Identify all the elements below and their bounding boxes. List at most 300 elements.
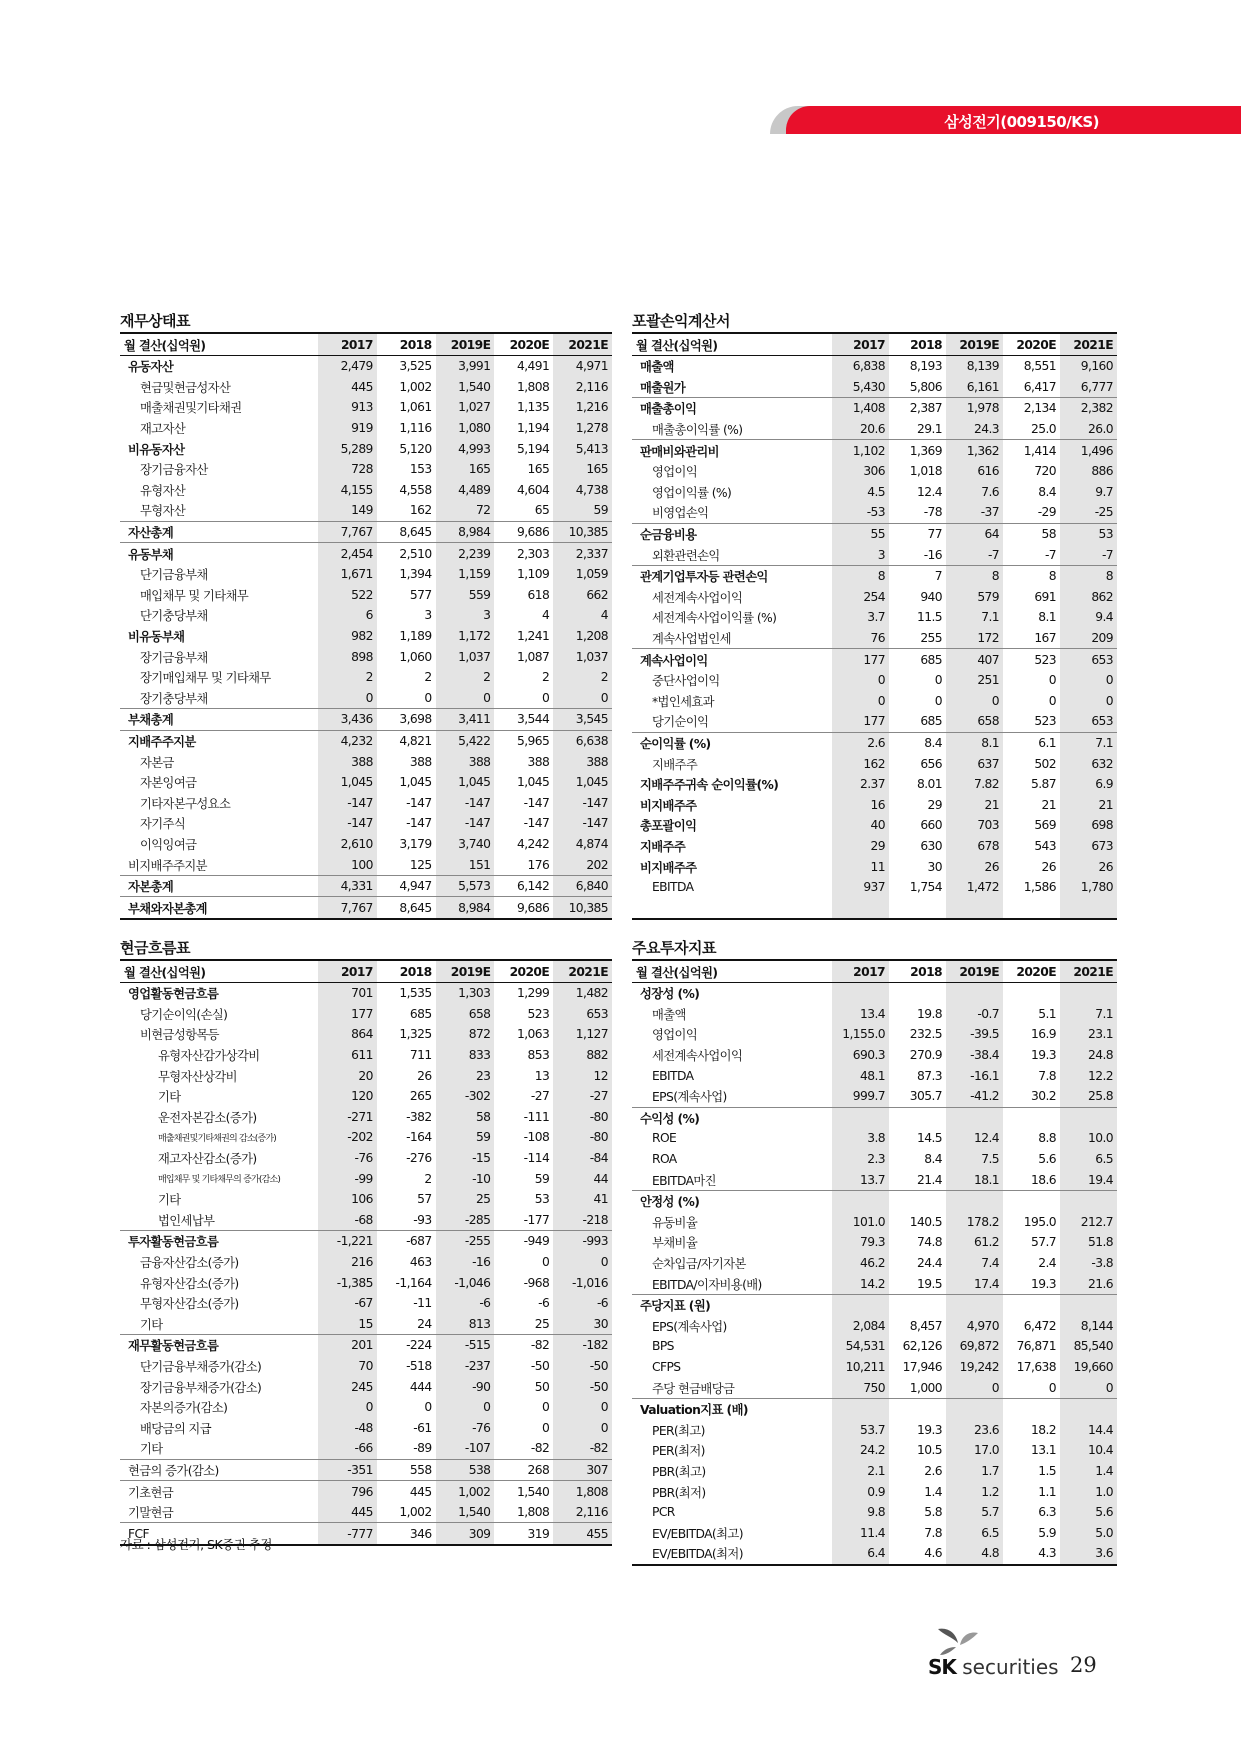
cell-value: -108 [523,1130,550,1145]
row-label: 지배주주귀속 순이익률(%) [640,778,779,793]
cell-value: 703 [946,815,1003,836]
row-label: PER(최저) [652,1444,705,1459]
table-row [632,774,1117,795]
column-header-label: 월 결산(십억원) [632,334,832,356]
cell-value: 17,946 [902,1359,942,1374]
cell-value: 0 [553,1252,612,1273]
cell-value: 685 [920,714,942,729]
income-statement-table [632,334,1117,920]
cell-value: 685 [409,1006,432,1021]
cell-value: 1,299 [516,986,550,1001]
table-row [120,1356,612,1377]
cell-value: 140.5 [909,1214,942,1229]
cell-value: 209 [1060,628,1117,649]
cell-value: -224 [377,1335,436,1356]
cell-value: 177 [832,649,889,670]
row-label: 유동자산 [128,360,174,375]
row-label: 주당 현금배당금 [652,1381,735,1396]
cell-value: 0 [1048,1380,1056,1395]
table-row [120,1024,612,1045]
cell-value: 5.7 [946,1502,1003,1523]
sk-securities-logo [928,1625,1058,1685]
cell-value: 25.8 [1060,1086,1117,1107]
cell-value: 720 [1034,464,1056,479]
cell-value: 9.4 [1060,607,1117,628]
table-row [120,1438,612,1459]
row-label: 자본잉여금 [140,776,197,791]
cell-value: 3,436 [318,709,377,731]
cell-value: 5,289 [318,438,377,459]
cell-value: 1,414 [1003,440,1060,461]
row-label: 무형자산감소(증가) [140,1297,239,1312]
cell-value: -6 [538,1296,550,1311]
cell-value: 1,045 [318,772,377,793]
cell-value: 64 [946,523,1003,544]
cell-value: 1,472 [946,877,1003,898]
table-row [120,1086,612,1107]
cell-value: -6 [436,1293,495,1314]
cell-value: 4,738 [553,480,612,501]
row-label: PER(최고) [652,1423,705,1438]
cell-value: 6.5 [1060,1149,1117,1170]
cell-value: 1,172 [436,626,495,647]
cell-value: -25 [1060,502,1117,523]
cell-value: 864 [318,1024,377,1045]
row-label: 영업이익 [652,465,698,480]
table-row [632,419,1117,440]
cell-value: 632 [1060,753,1117,774]
row-label: 비유동부채 [128,630,185,645]
cell-value: 445 [318,1502,377,1523]
row-label: 부채와자본총계 [120,897,318,919]
cell-value: 0 [1048,693,1056,708]
cell-value: 7.5 [946,1149,1003,1170]
cell-value [1060,983,1117,1004]
cell-value: 538 [436,1459,495,1481]
cell-value: 5,573 [436,875,495,897]
cell-value: -147 [523,816,550,831]
cell-value: -1,046 [436,1272,495,1293]
cell-value: 4.3 [1003,1543,1060,1565]
logo-securities: securities [962,1655,1059,1679]
cell-value: 8 [1003,565,1060,586]
cell-value: 1,037 [553,646,612,667]
cell-value: 12 [553,1065,612,1086]
table-row [632,482,1117,503]
cell-value: -99 [318,1168,377,1189]
row-label: 안정성 (%) [632,1190,832,1211]
cell-value: 523 [1003,649,1060,670]
cell-value: 6.4 [832,1543,889,1565]
cell-value: 698 [1060,815,1117,836]
row-label: 현금의 증가(감소) [120,1459,318,1481]
cell-value: -82 [494,1335,553,1356]
cell-value: 162 [832,753,889,774]
cell-value: -1,385 [318,1272,377,1293]
table-row [120,1127,612,1148]
cell-value: 1,754 [909,880,942,895]
cell-value: 6,638 [553,730,612,751]
row-label: ROA [652,1152,677,1167]
row-label: 비지배주주 [640,798,697,813]
cell-value: 9.8 [832,1502,889,1523]
table-row [632,1522,1117,1543]
cell-value: -50 [530,1358,550,1373]
table-row [120,1045,612,1066]
key-indicators-section [632,937,1117,1566]
table-row [632,502,1117,523]
row-label: EV/EBITDA(최고) [652,1526,743,1541]
cell-value: 18.6 [1031,1172,1056,1187]
cell-value: 502 [1034,756,1056,771]
sk-butterfly-icon [934,1625,980,1659]
cell-value: 19.5 [917,1276,942,1291]
cell-value: 15 [318,1314,377,1335]
cell-value: 61.2 [946,1232,1003,1253]
cell-value: 195.0 [1023,1214,1056,1229]
cell-value: 165 [436,459,495,480]
cell-value: 14.5 [917,1131,942,1146]
row-label: 지배주주 [640,839,686,854]
cell-value: 6.1 [1003,732,1060,753]
row-label: 매출채권및기타채권의 감소(증가) [158,1133,277,1144]
cell-value: 0.9 [832,1481,889,1502]
cell-value [832,1107,889,1128]
row-label: 유동비율 [652,1215,698,1230]
cell-value: 0 [934,673,942,688]
row-label: 이익잉여금 [140,837,197,852]
row-label [632,897,832,919]
row-label: EBITDA마진 [652,1173,716,1188]
cell-value: -15 [436,1148,495,1169]
cell-value: 77 [889,523,946,544]
cell-value: 12.4 [917,484,942,499]
cell-value: -687 [377,1231,436,1252]
cell-value: 53 [1060,523,1117,544]
cell-value: 178.2 [946,1212,1003,1233]
cell-value: -518 [406,1358,432,1373]
cell-value: 85,540 [1060,1336,1117,1357]
cell-value: 862 [1060,587,1117,608]
cell-value: 1,127 [553,1024,612,1045]
table-row [120,377,612,398]
cell-value [889,1294,946,1315]
cell-value: 24.4 [917,1256,942,1271]
table-row [632,544,1117,565]
cell-value: 1,540 [494,1481,553,1502]
column-header-year: 2020E [1003,961,1060,983]
cell-value: 5,422 [436,730,495,751]
row-label: 순금융비용 [632,523,832,544]
column-header-year: 2021E [553,961,612,983]
cell-value: 11.5 [917,610,942,625]
table-row [632,587,1117,608]
cell-value: 24 [417,1316,432,1331]
cell-value: 558 [377,1459,436,1481]
cell-value: 106 [318,1189,377,1210]
cell-value: -29 [1037,505,1056,520]
cell-value: -6 [553,1293,612,1314]
cell-value: 26 [1041,859,1056,874]
row-label: 매입채무 및 기타채무의 증가(감소) [158,1175,281,1186]
cell-value: 30 [927,859,942,874]
cash-flow-section [120,937,612,1546]
cell-value: -39.5 [946,1024,1003,1045]
cell-value: 17.4 [946,1273,1003,1294]
cell-value: 13.4 [832,1004,889,1025]
cell-value: 9,686 [494,521,553,543]
cell-value: 16 [832,794,889,815]
cell-value: 201 [318,1335,377,1356]
cell-value: 20 [318,1065,377,1086]
cell-value: 3.8 [832,1128,889,1149]
table-row [632,1357,1117,1378]
cell-value: 19,660 [1060,1357,1117,1378]
cell-value [946,1398,1003,1419]
cell-value: 6 [318,605,377,626]
cell-value: 251 [946,670,1003,691]
cell-value: 6.3 [1038,1505,1056,1520]
table-row [120,834,612,855]
table-row [120,1481,612,1502]
cell-value: 10,211 [832,1357,889,1378]
cell-value: 13.1 [1031,1443,1056,1458]
cell-value: 1,241 [516,629,550,644]
table-row [120,605,612,626]
cell-value: 1.4 [924,1484,942,1499]
cell-value: 0 [553,1397,612,1418]
cell-value: 1,586 [1023,880,1056,895]
row-label: 유형자산감소(증가) [140,1276,239,1291]
table-row [632,1190,1117,1211]
cell-value: 678 [946,836,1003,857]
cell-value: 6,472 [1023,1318,1056,1333]
table-row [632,732,1117,753]
table-row [120,854,612,875]
cell-value: 20.6 [832,419,889,440]
cell-value: -147 [318,792,377,813]
row-label: 배당금의 지급 [140,1421,211,1436]
cell-value: 12.2 [1060,1065,1117,1086]
cell-value: 1,978 [946,398,1003,419]
cash-flow-table [120,961,612,1546]
table-row [120,1314,612,1335]
cell-value: 8,457 [909,1318,942,1333]
cell-value: -7 [1060,544,1117,565]
cell-value: 3 [424,608,432,623]
cell-value: -78 [923,505,942,520]
cell-value: -16.1 [946,1065,1003,1086]
table-row [632,1419,1117,1440]
cell-value: 21 [946,794,1003,815]
table-row [632,983,1117,1004]
cell-value: -111 [523,1109,550,1124]
cell-value: 937 [832,877,889,898]
cell-value: 1,027 [436,397,495,418]
cell-value: 165 [527,462,550,477]
cell-value: 23.1 [1060,1024,1117,1045]
cell-value: 101.0 [832,1212,889,1233]
row-label: 장기금융부채증가(감소) [140,1380,262,1395]
cell-value: 1,135 [516,400,550,415]
cell-value [946,983,1003,1004]
cell-value: -53 [832,502,889,523]
source-note: 자료 : 삼성전기, SK증권 추정 [120,1537,272,1552]
cell-value: 25 [534,1316,550,1331]
cell-value: 8.4 [1038,484,1056,499]
table-row [632,1253,1117,1274]
cell-value [946,1107,1003,1128]
row-label: 기타 [140,1442,163,1457]
table-row [120,667,612,688]
cell-value: 79.3 [832,1232,889,1253]
cell-value: 2.37 [832,774,889,795]
cell-value: 153 [409,462,432,477]
cell-value: 65 [534,503,550,518]
cell-value: 4,491 [516,359,550,374]
cell-value: 728 [318,459,377,480]
balance-sheet-section [120,310,612,920]
cell-value: 2 [436,667,495,688]
cell-value: -147 [436,813,495,834]
cell-value [889,1398,946,1419]
cell-value: -27 [553,1086,612,1107]
cell-value: 62,126 [902,1339,942,1354]
cell-value: 19,242 [946,1357,1003,1378]
row-label: 자산총계 [120,521,318,543]
row-label: PBR(최저) [652,1485,706,1500]
cell-value: 0 [318,688,377,709]
cell-value [946,1294,1003,1315]
cell-value: 7.4 [946,1253,1003,1274]
table-row [632,1481,1117,1502]
row-label: 비영업손익 [652,506,709,521]
cell-value: 2,239 [436,543,495,564]
table-header-row [632,334,1117,356]
table-header-row [120,961,612,983]
cell-value: 3.7 [832,607,889,628]
cell-value: -7 [946,544,1003,565]
cell-value: 388 [527,754,550,769]
cell-value: 76,871 [1016,1339,1056,1354]
row-label: 자본금 [140,755,174,770]
cell-value: -949 [494,1231,553,1252]
cell-value: 569 [1034,818,1056,833]
cell-value: 1.5 [1038,1463,1056,1478]
cell-value: 0 [541,1420,550,1435]
cell-value: 74.8 [917,1235,942,1250]
cell-value: 8.4 [889,732,946,753]
row-label: 당기순이익(손실) [140,1007,228,1022]
cell-value: 346 [377,1523,436,1545]
cell-value: 685 [889,649,946,670]
cell-value: 853 [527,1048,550,1063]
cell-value [889,1190,946,1211]
table-row [120,1210,612,1231]
cell-value: 1,061 [399,400,432,415]
cell-value: 4 [553,605,612,626]
cell-value: 4,604 [516,482,550,497]
cell-value: -237 [436,1356,495,1377]
cell-value [832,1190,889,1211]
cell-value [1060,1190,1117,1211]
cell-value: 70 [318,1356,377,1377]
cell-value: 0 [934,693,942,708]
cell-value: 0 [946,691,1003,712]
cell-value: 17.0 [946,1440,1003,1461]
cell-value: 1.0 [1060,1481,1117,1502]
cell-value: 0 [436,1397,495,1418]
table-row [120,1231,612,1252]
cell-value: -84 [553,1148,612,1169]
column-header-year: 2018 [889,334,946,356]
row-label: *법인세효과 [652,694,714,709]
table-row [632,649,1117,670]
row-label: 매출총이익률 (%) [652,423,743,438]
cell-value: 3.6 [1060,1543,1117,1565]
row-label: 영업활동현금흐름 [128,987,219,1002]
cell-value: -16 [436,1252,495,1273]
cell-value: 2,510 [377,543,436,564]
row-label: EPS(계속사업) [652,1319,727,1334]
cell-value: 4,155 [318,480,377,501]
cell-value: 6.5 [946,1522,1003,1543]
cell-value: 202 [553,854,612,875]
cell-value: -993 [553,1231,612,1252]
cell-value: 4,971 [553,356,612,377]
row-label: 성장성 (%) [640,987,700,1002]
cell-value: -182 [553,1335,612,1356]
row-label: 세전계속사업이익률 (%) [652,611,777,626]
cell-value: 8.8 [1038,1131,1056,1146]
cell-value: 8 [1060,565,1117,586]
cell-value: 30 [553,1314,612,1335]
cell-value: 919 [318,418,377,439]
cell-value: 24.3 [946,419,1003,440]
cell-value: 7,767 [318,897,377,919]
cell-value: -27 [530,1089,550,1104]
cell-value: 8.01 [917,777,942,792]
table-row [632,1336,1117,1357]
cell-value: 2,084 [832,1316,889,1337]
cell-value: 6,417 [1023,379,1056,394]
cell-value: 388 [409,754,432,769]
cell-value: 1,080 [436,418,495,439]
cell-value: 21 [1041,797,1056,812]
cell-value: 5.8 [924,1505,942,1520]
cell-value: 306 [832,461,889,482]
cell-value: 886 [1060,461,1117,482]
row-label: 지배주주지분 [120,730,318,751]
cell-value: 4,947 [377,875,436,897]
cell-value: -285 [436,1210,495,1231]
cell-value: 245 [318,1376,377,1397]
row-label: 당기순이익 [652,715,709,730]
cell-value: 212.7 [1060,1212,1117,1233]
cell-value: -147 [553,813,612,834]
row-label: EPS(계속사업) [652,1090,727,1105]
column-header-label: 월 결산(십억원) [120,334,318,356]
cell-value: 48.1 [832,1065,889,1086]
cell-value: -1,221 [318,1231,377,1252]
cell-value: 25.0 [1031,422,1056,437]
cell-value: 1,159 [436,564,495,585]
row-label: 기초현금 [120,1481,318,1502]
table-row [632,1024,1117,1045]
row-label: 금융자산감소(증가) [140,1256,239,1271]
cell-value: 1,018 [909,464,942,479]
cash-flow-title: 현금흐름표 [120,937,612,961]
